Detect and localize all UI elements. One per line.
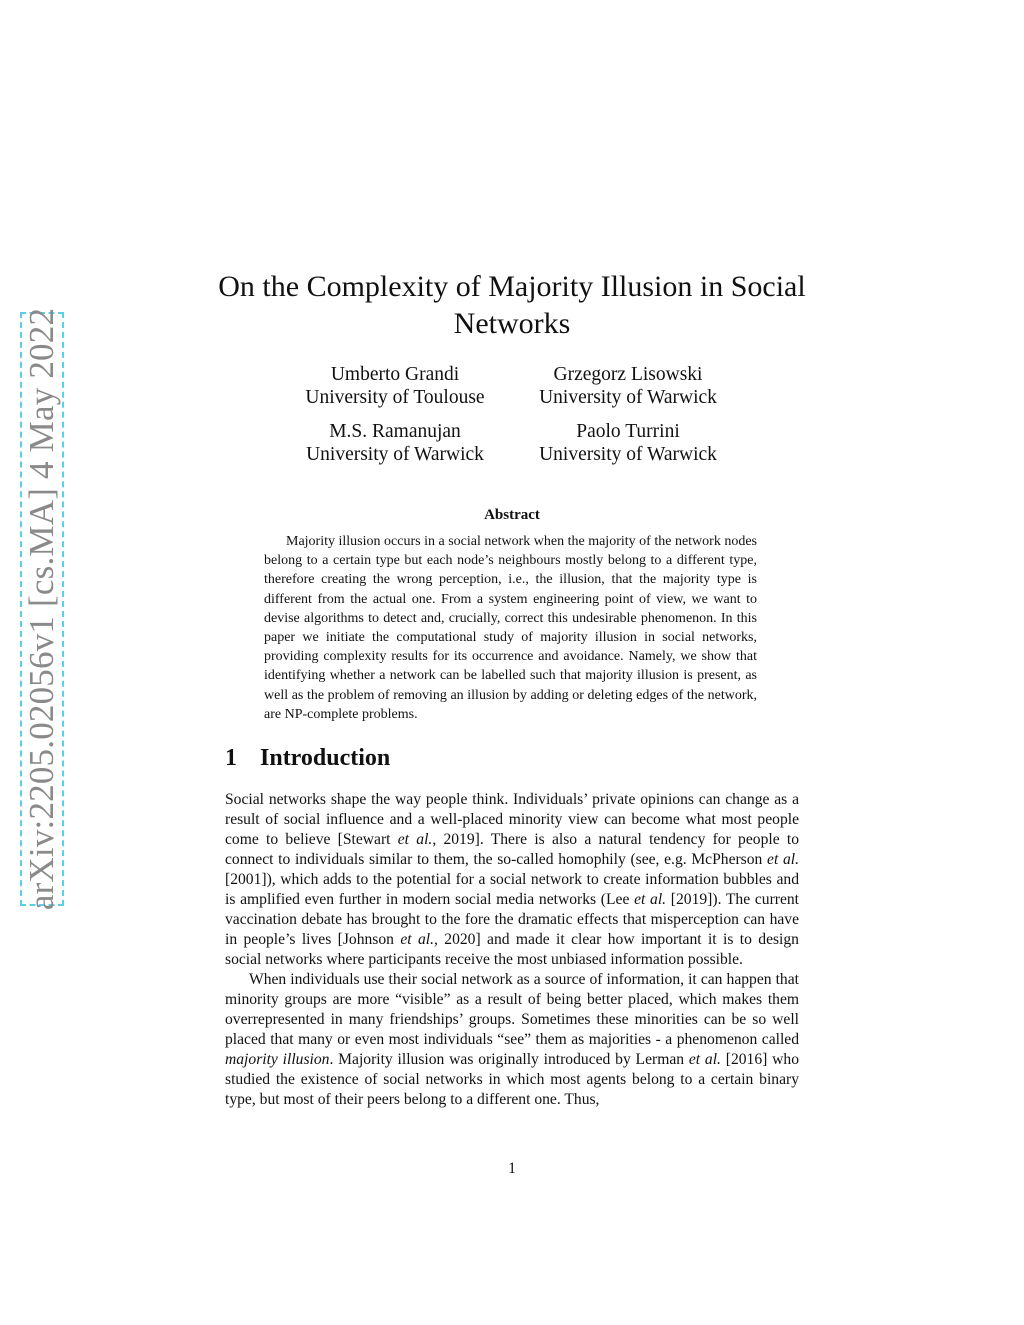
arxiv-identifier-text: arXiv:2205.02056v1 [cs.MA] 4 May 2022 (22, 307, 61, 911)
body-paragraph (225, 790, 799, 970)
author-block (508, 420, 748, 466)
author-affiliation: University of Warwick (539, 387, 717, 408)
author-name: Grzegorz Lisowski (553, 364, 703, 385)
citation-et-al: et al. (688, 1051, 721, 1068)
citation-et-al: et al. (767, 851, 799, 868)
author-block (508, 363, 748, 409)
arxiv-identifier-stamp (20, 307, 64, 911)
abstract-heading: Abstract (484, 507, 540, 523)
citation-et-al: et al. (400, 931, 434, 948)
abstract-text: Majority illusion occurs in a social network when the majority of the network nodes belong to a certain type but each node’s neighbours mostly belong to a different type, therefore creating the wrong perception, i.e., the illusion, that the majority type is different from the actual one. From a system engineering point of view, we want to devise algorithms to detect and, crucially, correct this undesirable phenomenon. In this paper we initiate the computational study of majority illusion in social networks, providing complexity results for its occurrence and avoidance. Namely, we show that identifying whether a network can be labelled such that majority illusion is present, as well as the problem of removing an illusion by adding or deleting edges of the network, are NP-complete problems. (264, 534, 757, 722)
citation-et-al: et al. (397, 831, 433, 848)
text-run: [2016] who studied the existence of social networks in which most agents belong to a certain binary type, but most of their peers belong to a different one. Thus, (225, 1051, 800, 1108)
defined-term: majority illusion (225, 1051, 330, 1068)
section-title: Introduction (260, 745, 391, 771)
page-number: 1 (508, 1160, 516, 1177)
text-run: , 2020] and made it clear how important it is to design social networks where participants receive the most unbiased information possible. (225, 931, 799, 968)
author-affiliation: University of Toulouse (305, 387, 485, 408)
author-name: Umberto Grandi (330, 364, 460, 385)
author-affiliation: University of Warwick (306, 444, 484, 465)
text-run: [2019]). The current vaccination debate has brought to the fore the dramatic effects that misperception can have in people’s lives [Johnson (225, 891, 800, 948)
author-block (275, 363, 515, 409)
text-run: . Majority illusion was originally introduced by Lerman (329, 1051, 689, 1068)
author-block (275, 420, 515, 466)
text-run: Social networks shape the way people think. Individuals’ private opinions can change as a result of social influence and a well-placed minority view can become what most people come to believe [Stewart (225, 791, 799, 848)
body-paragraph (225, 970, 799, 1110)
introduction-body (225, 790, 799, 1110)
author-affiliation: University of Warwick (539, 444, 717, 465)
author-name: M.S. Ramanujan (329, 421, 461, 442)
author-name: Paolo Turrini (576, 421, 680, 442)
text-run: , 2019]. There is also a natural tendency for people to connect to individuals similar to them, the so-called homophily (see, e.g. McPherson (225, 831, 799, 868)
abstract-body (264, 532, 757, 724)
section-heading (225, 745, 390, 772)
text-run: [2001]), which adds to the potential for a social network to create information bubbles and is amplified even further in modern social media networks (Lee (225, 871, 799, 908)
paper-title: On the Complexity of Majority Illusion in Social Networks (218, 270, 806, 340)
text-run: When individuals use their social network as a source of information, it can happen that minority groups are more “visible” as a result of being better placed, which makes them overrepresented in many friendships’ groups. Sometimes these minorities can be so well placed that many or even most individuals “see” them as majorities - a phenomenon called (225, 971, 799, 1048)
section-number: 1 (225, 745, 237, 771)
citation-et-al: et al. (634, 891, 667, 908)
